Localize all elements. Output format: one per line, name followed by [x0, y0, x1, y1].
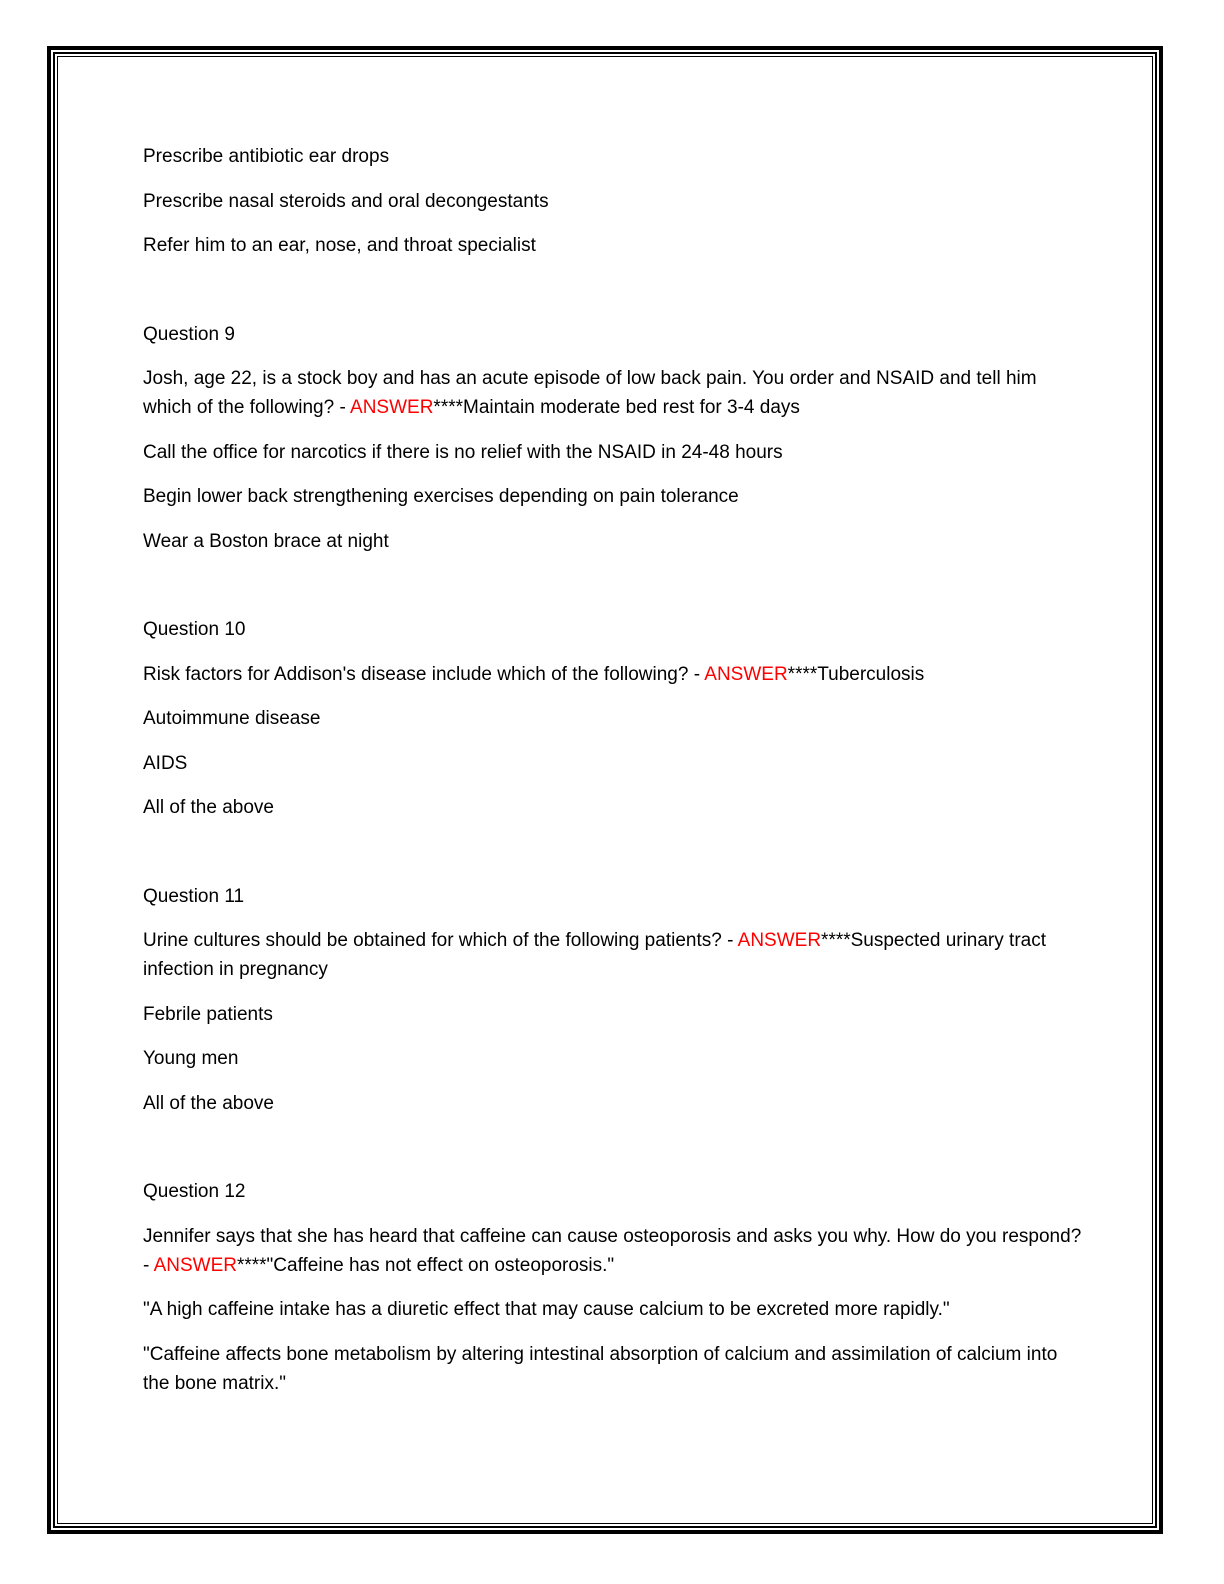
option-line: All of the above — [143, 1092, 274, 1114]
answer-label: ANSWER — [153, 1254, 237, 1276]
question-heading: Question 12 — [143, 1181, 246, 1202]
question-stem-text: Urine cultures should be obtained for which of the following patients? - — [143, 930, 738, 951]
question-heading: Question 10 — [143, 619, 246, 640]
option-line: Febrile patients — [143, 1003, 273, 1025]
document-body — [143, 142, 1083, 1413]
answer-text: ****"Caffeine has not effect on osteoporosis." — [236, 1254, 615, 1276]
question-stem — [143, 660, 1083, 689]
option-line: Autoimmune disease — [143, 708, 321, 729]
answer-label: ANSWER — [704, 663, 788, 685]
answer-text: ****Tuberculosis — [787, 663, 925, 685]
question-stem-text: Josh, age 22, is a stock boy and has an acute episode of low back pain. You order and NSAID and tell him which of the following? - — [143, 368, 1037, 418]
option-line: Young men — [143, 1048, 239, 1069]
option-line: AIDS — [143, 752, 188, 774]
option-line: All of the above — [143, 797, 274, 818]
question-stem — [143, 926, 1083, 984]
option-line: "Caffeine affects bone metabolism by altering intestinal absorption of calcium and assimilation of calcium into the bone matrix." — [143, 1343, 1058, 1394]
question-heading: Question 9 — [143, 323, 235, 345]
answer-text: ****Suspected urinary tract infection in pregnancy — [143, 930, 1046, 980]
question-heading: Question 11 — [143, 885, 245, 907]
answer-label: ANSWER — [737, 930, 822, 951]
option-line: Refer him to an ear, nose, and throat specialist — [143, 235, 536, 256]
option-line: Call the office for narcotics if there is no relief with the NSAID in 24-48 hours — [143, 441, 783, 463]
answer-text: ****Maintain moderate bed rest for 3-4 days — [433, 397, 800, 418]
option-line: Wear a Boston brace at night — [143, 530, 389, 552]
question-stem-text: Risk factors for Addison's disease include which of the following? - — [143, 663, 705, 685]
option-line: Prescribe antibiotic ear drops — [143, 146, 390, 167]
question-stem — [143, 364, 1083, 422]
question-stem — [143, 1222, 1083, 1280]
option-line: Begin lower back strengthening exercises depending on pain tolerance — [143, 486, 739, 507]
option-line: Prescribe nasal steroids and oral decongestants — [143, 190, 549, 212]
question-stem-text: Jennifer says that she has heard that caffeine can cause osteoporosis and asks you why. How do you respond? - — [143, 1225, 1082, 1276]
option-line: "A high caffeine intake has a diuretic effect that may cause calcium to be excreted more rapidly." — [143, 1299, 950, 1320]
answer-label: ANSWER — [350, 397, 434, 418]
